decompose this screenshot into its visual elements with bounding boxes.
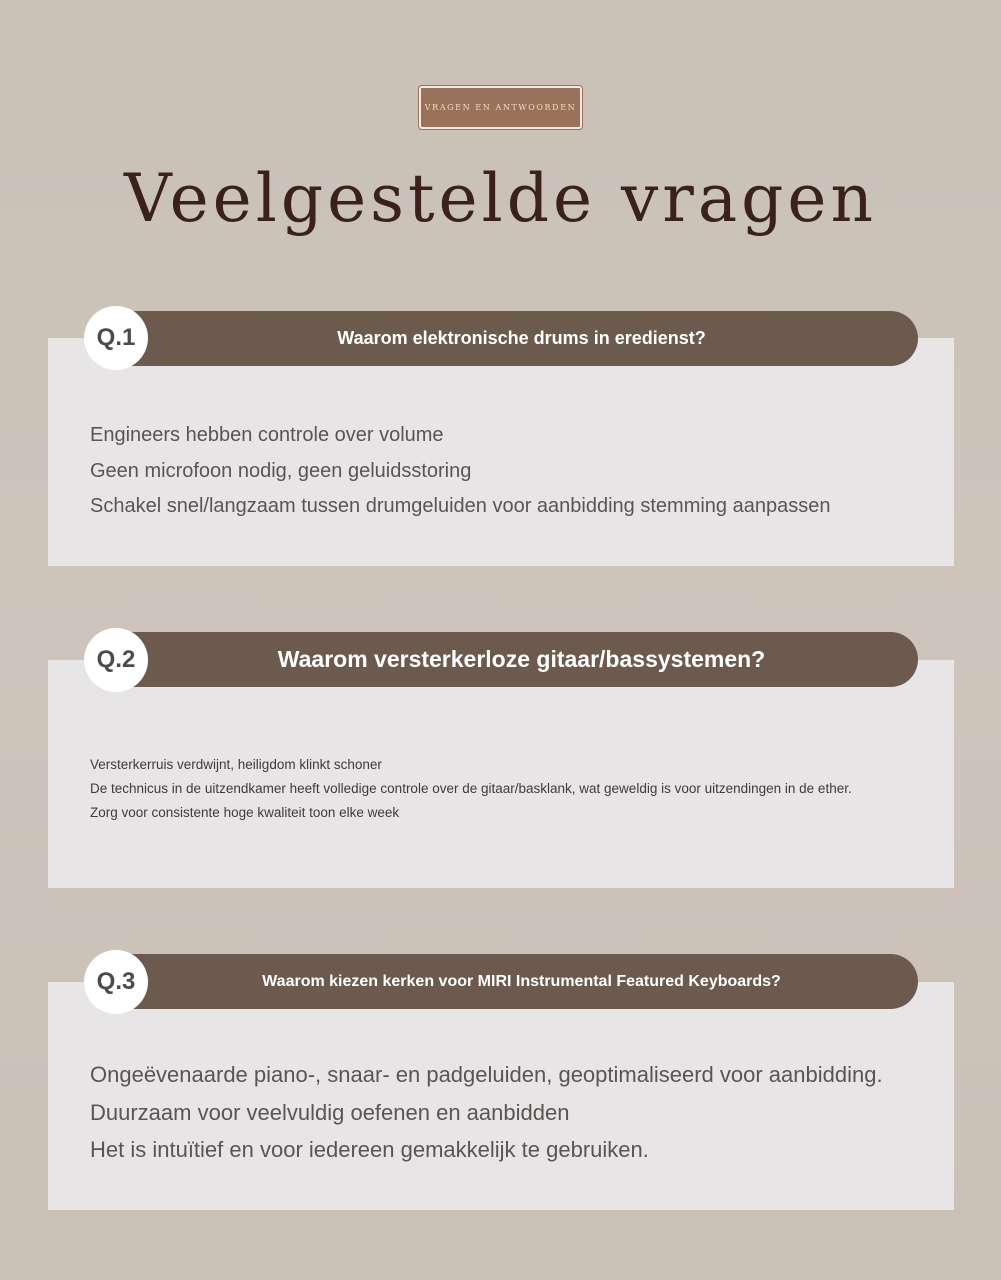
- answer-list: [90, 1056, 883, 1169]
- answer-list: [90, 753, 852, 825]
- answer-line: De technicus in de uitzendkamer heeft volledige controle over de gitaar/basklank, wat geweldig is voor uitzendingen in de ether.: [90, 781, 852, 796]
- question-number: Q.2: [84, 628, 148, 692]
- question-bar: Waarom kiezen kerken voor MIRI Instrumental Featured Keyboards?: [85, 954, 918, 1009]
- answer-list: [90, 418, 830, 525]
- answer-line: Duurzaam voor veelvuldig oefenen en aanbidden: [90, 1099, 570, 1125]
- question-bar: Waarom elektronische drums in eredienst?: [85, 311, 918, 366]
- page-title: Veelgestelde vragen: [124, 160, 877, 237]
- answer-line: Ongeëvenaarde piano-, snaar- en padgeluiden, geoptimaliseerd voor aanbidding.: [90, 1062, 883, 1087]
- answer-line: Zorg voor consistente hoge kwaliteit toon elke week: [90, 805, 400, 820]
- answer-line: Versterkerruis verdwijnt, heiligdom klinkt schoner: [90, 757, 382, 772]
- answer-line: Geen microfoon nodig, geen geluidsstoring: [90, 459, 472, 482]
- question-number: Q.1: [84, 306, 148, 370]
- answer-line: Het is intuïtief en voor iedereen gemakkelijk te gebruiken.: [90, 1137, 649, 1162]
- section-badge: VRAGEN EN ANTWOORDEN: [419, 86, 582, 129]
- question-number: Q.3: [84, 950, 148, 1014]
- question-bar: Waarom versterkerloze gitaar/bassystemen?: [85, 632, 918, 687]
- answer-line: Schakel snel/langzaam tussen drumgeluiden voor aanbidding stemming aanpassen: [90, 495, 831, 517]
- answer-line: Engineers hebben controle over volume: [90, 424, 444, 446]
